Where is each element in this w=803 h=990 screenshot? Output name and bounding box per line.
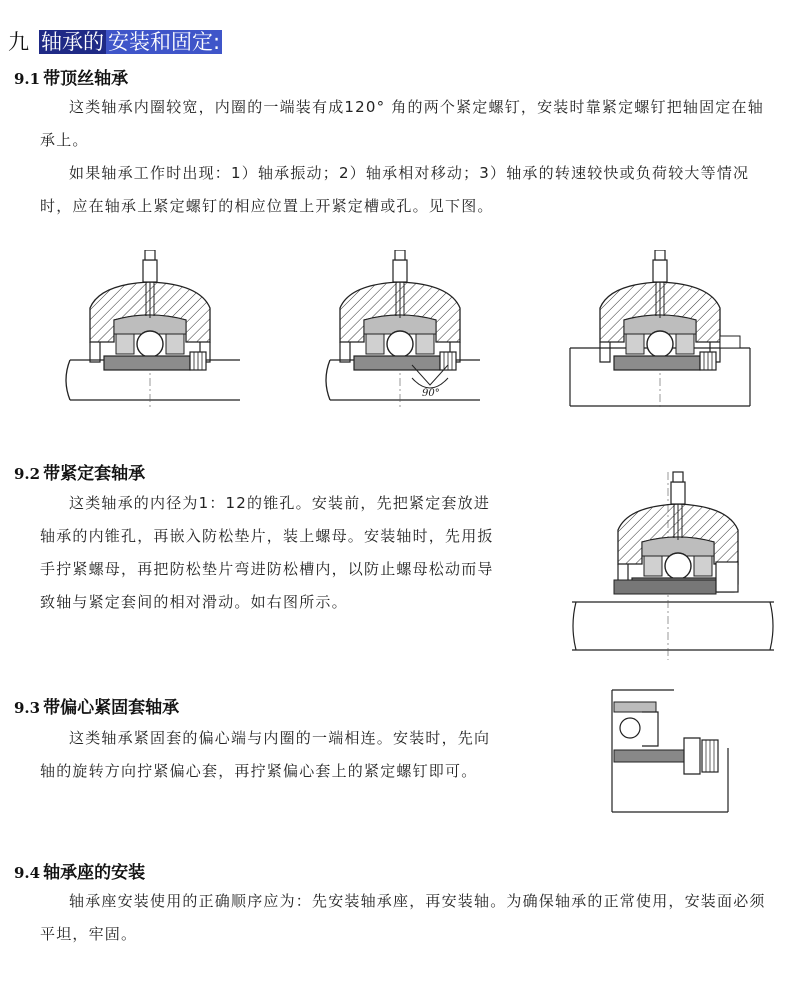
section-title: 带紧定套轴承: [43, 464, 146, 484]
section-number: 9.4: [14, 864, 41, 882]
section-title: 轴承座的安装: [43, 863, 146, 883]
section-title: 带顶丝轴承: [43, 69, 129, 89]
figure-eccentric-collar-bearing: [604, 688, 734, 816]
paragraph-9-1-b: 如果轴承工作时出现：1）轴承振动；2）轴承相对移动；3）轴承的转速较快或负荷较大等情况时，应在轴承上紧定螺钉的相应位置上开紧定槽或孔。见下图。: [40, 164, 750, 215]
chapter-number: 九: [8, 30, 29, 54]
figure-bearing-3: [570, 250, 750, 410]
figure-bearing-1: [60, 250, 250, 410]
chapter-heading: [8, 26, 222, 56]
chapter-title-highlight-dark: 轴承的: [41, 30, 104, 54]
section-title: 带偏心紧固套轴承: [43, 698, 180, 718]
figure-set-screw-bearings: [60, 250, 780, 420]
figure-adapter-sleeve-bearing: [568, 462, 778, 662]
figure-bearing-2: [326, 250, 480, 410]
section-number: 9.2: [14, 465, 41, 483]
section-heading-9-1: [14, 64, 128, 89]
paragraph-9-2: 这类轴承的内径为1：12的锥孔。安装前，先把紧定套放进轴承的内锥孔，再嵌入防松垫片，装上螺母。安装轴时，先用扳手拧紧螺母，再把防松垫片弯进防松槽内，以防止螺母松动而导致轴与紧定套间的相对滑动。如右图所示。: [40, 494, 494, 611]
paragraph-9-4: 轴承座安装使用的正确顺序应为：先安装轴承座，再安装轴。为确保轴承的正常使用，安装面必须平坦，牢固。: [40, 892, 766, 943]
paragraph-9-3: 这类轴承紧固套的偏心端与内圈的一端相连。安装时，先向轴的旋转方向拧紧偏心套，再拧紧偏心套上的紧定螺钉即可。: [40, 729, 491, 780]
paragraph-9-1-a: 这类轴承内圈较宽，内圈的一端装有成120° 角的两个紧定螺钉，安装时靠紧定螺钉把轴固定在轴承上。: [40, 98, 764, 149]
chapter-title-highlight-light: 安装和固定:: [108, 30, 221, 54]
section-heading-9-2: [14, 459, 145, 484]
section-heading-9-4: [14, 858, 145, 883]
section-number: 9.3: [14, 699, 41, 717]
section-heading-9-3: [14, 693, 179, 718]
angle-label: 90°: [422, 388, 440, 399]
section-number: 9.1: [14, 70, 41, 88]
